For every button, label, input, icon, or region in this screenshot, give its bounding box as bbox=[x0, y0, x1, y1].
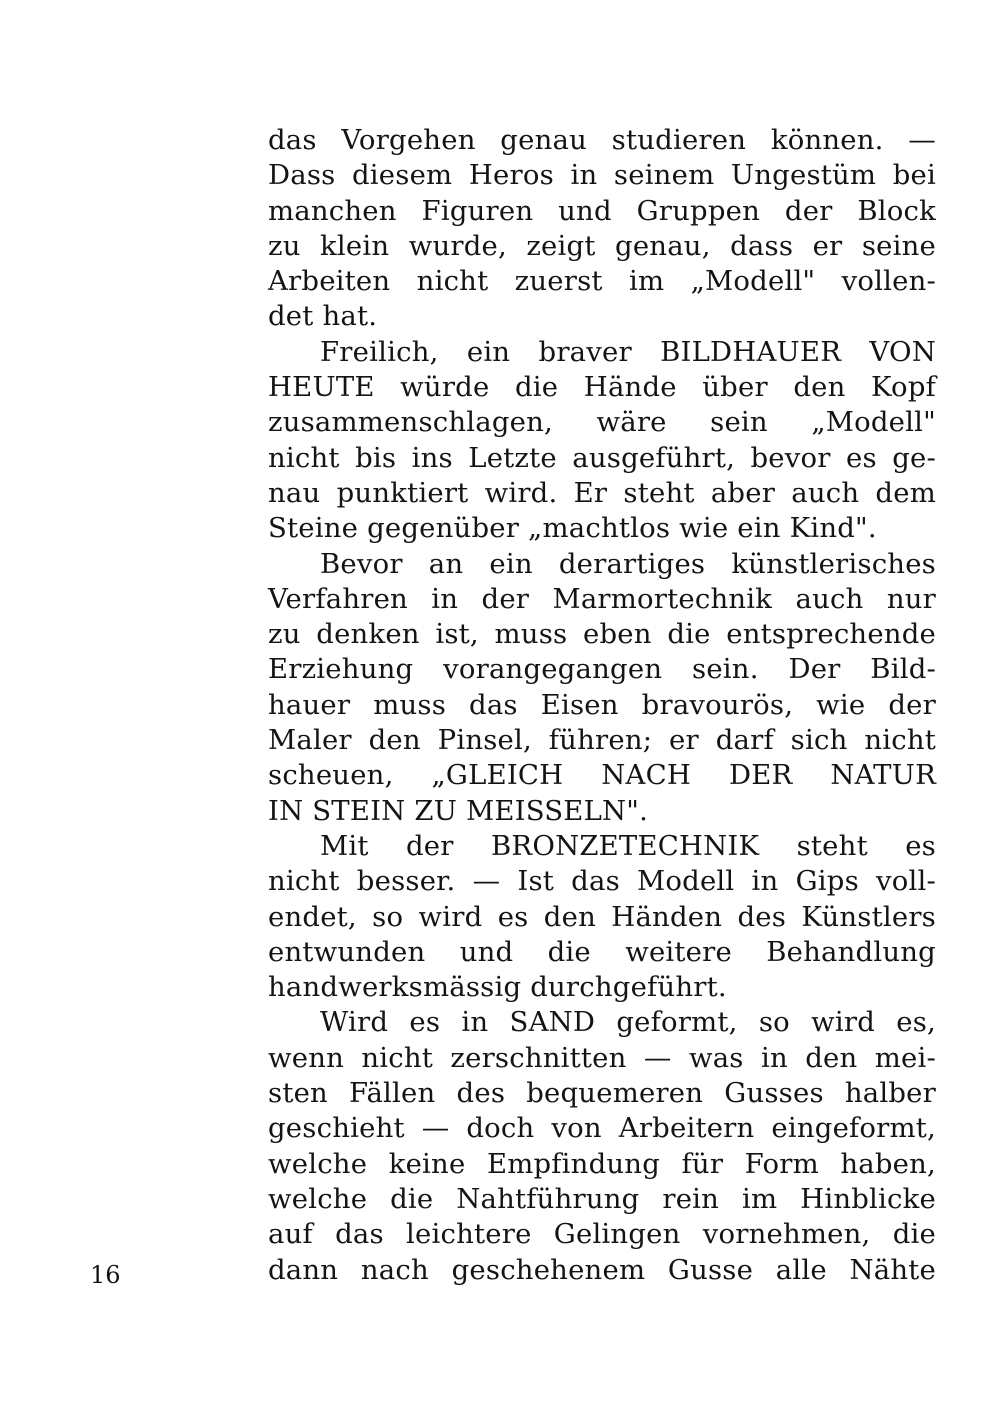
text-line: zusammenschlagen, wäre sein „Modell" bbox=[268, 406, 936, 439]
text-line: HEUTE würde die Hände über den Kopf bbox=[268, 371, 936, 404]
text-line: nicht bis ins Letzte ausgeführt, bevor es ge- bbox=[268, 441, 936, 474]
page-number: 16 bbox=[90, 1261, 121, 1289]
text-line: geschieht — doch von Arbeitern eingeformt, bbox=[268, 1112, 936, 1145]
text-line: Freilich, ein braver BILDHAUER VON bbox=[320, 335, 936, 368]
text-line: manchen Figuren und Gruppen der Block bbox=[268, 194, 936, 227]
text-line: handwerksmässig durchgeführt. bbox=[268, 971, 727, 1004]
text-line: Bevor an ein derartiges künstlerisches bbox=[320, 547, 936, 580]
text-line: scheuen, „GLEICH NACH DER NATUR bbox=[268, 759, 936, 792]
text-line: Dass diesem Heros in seinem Ungestüm bei bbox=[268, 159, 936, 192]
body-text bbox=[268, 123, 936, 1288]
text-line: welche die Nahtführung rein im Hinblicke bbox=[268, 1182, 936, 1215]
text-line: IN STEIN ZU MEISSELN". bbox=[268, 794, 649, 827]
text-line: nau punktiert wird. Er steht aber auch dem bbox=[268, 476, 936, 509]
text-line: hauer muss das Eisen bravourös, wie der bbox=[268, 688, 936, 721]
text-line: det hat. bbox=[268, 300, 378, 333]
text-line: wenn nicht zerschnitten — was in den mei- bbox=[268, 1041, 936, 1074]
text-line: welche keine Empfindung für Form haben, bbox=[268, 1147, 936, 1180]
text-line: Wird es in SAND geformt, so wird es, bbox=[320, 1006, 936, 1039]
text-line: zu denken ist, muss eben die entsprechende bbox=[268, 618, 936, 651]
text-line: Maler den Pinsel, führen; er darf sich nicht bbox=[268, 724, 936, 757]
text-line: das Vorgehen genau studieren können. — bbox=[268, 124, 936, 156]
text-line: entwunden und die weitere Behandlung bbox=[268, 935, 936, 968]
text-line: Arbeiten nicht zuerst im „Modell" vollen- bbox=[268, 265, 936, 298]
text-line: Verfahren in der Marmortechnik auch nur bbox=[268, 582, 936, 615]
text-line: endet, so wird es den Händen des Künstlers bbox=[268, 900, 936, 933]
text-line: zu klein wurde, zeigt genau, dass er seine bbox=[268, 229, 936, 262]
text-line: sten Fällen des bequemeren Gusses halber bbox=[268, 1077, 936, 1110]
text-line: Steine gegenüber „machtlos wie ein Kind". bbox=[268, 512, 877, 545]
text-line: Erziehung vorangegangen sein. Der Bild- bbox=[268, 653, 936, 686]
text-line: nicht besser. — Ist das Modell in Gips voll- bbox=[268, 865, 936, 898]
text-line: Mit der BRONZETECHNIK steht es bbox=[320, 829, 936, 862]
text-line: auf das leichtere Gelingen vornehmen, die bbox=[268, 1218, 936, 1251]
text-line: dann nach geschehenem Gusse alle Nähte bbox=[268, 1253, 936, 1286]
